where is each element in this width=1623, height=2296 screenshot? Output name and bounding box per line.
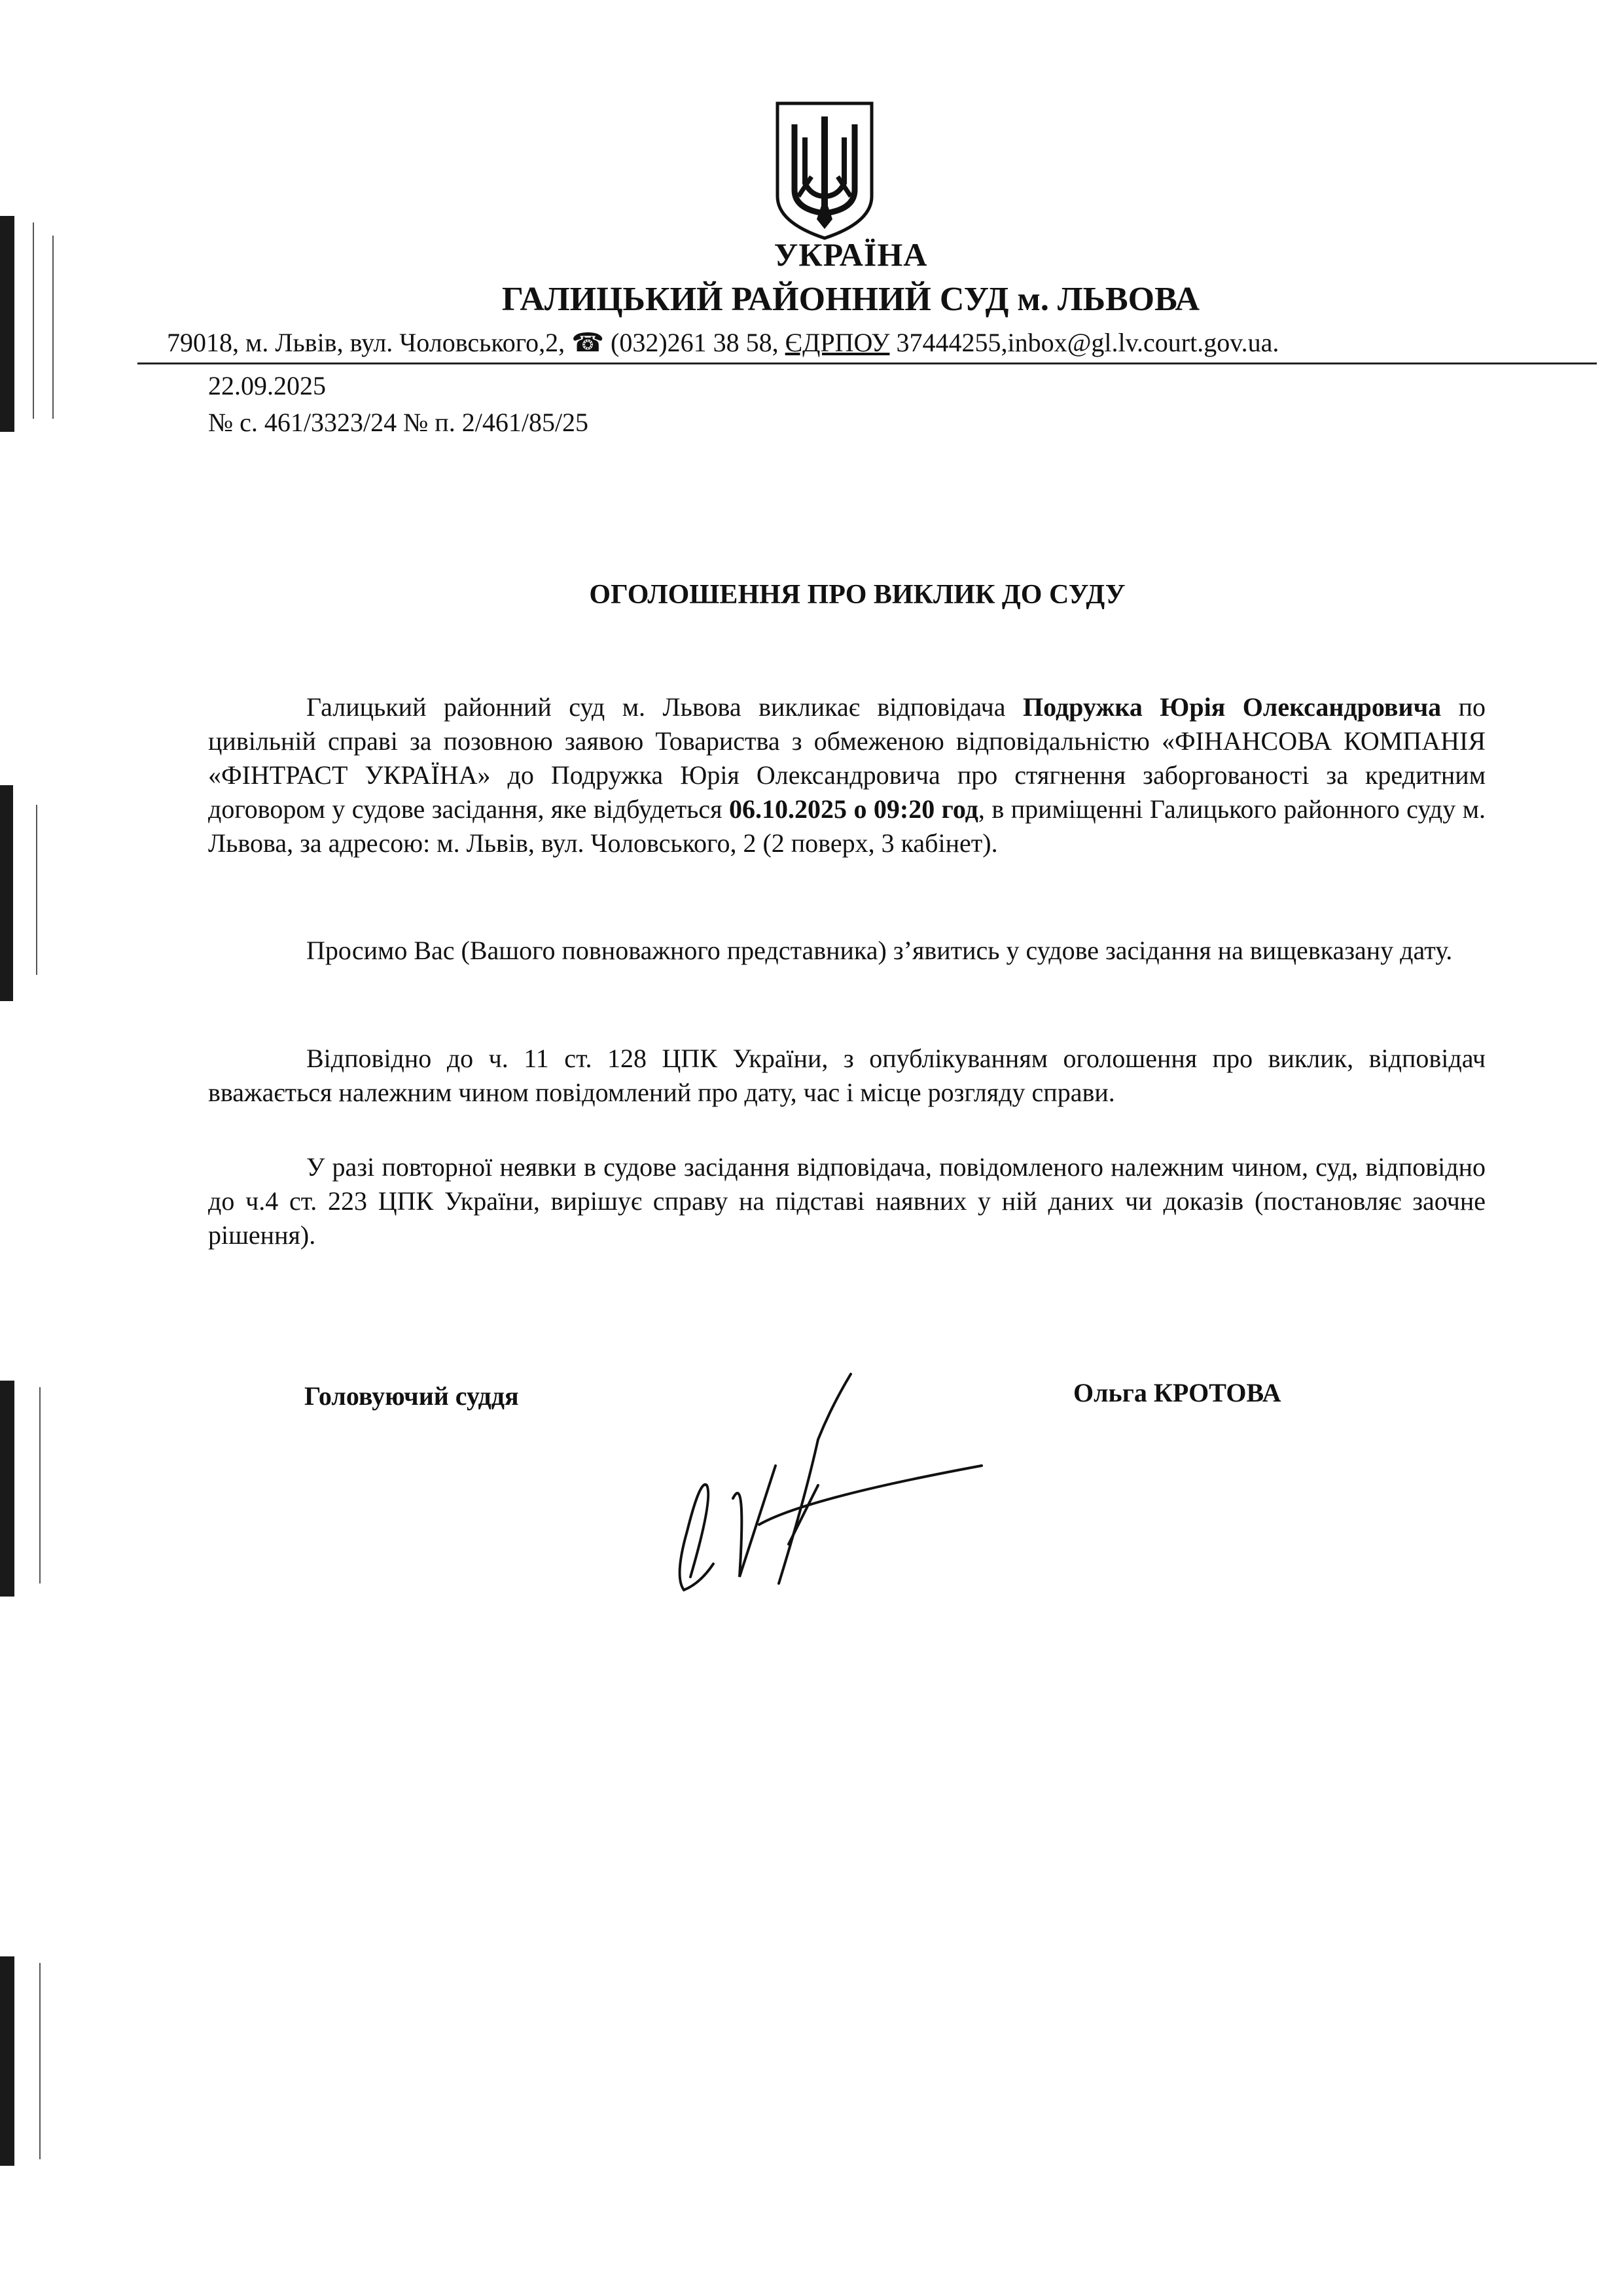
paragraph-summons xyxy=(208,690,1486,860)
signatory-role: Головуючий суддя xyxy=(304,1381,519,1411)
scan-artifact xyxy=(39,1387,41,1583)
scan-artifact xyxy=(0,1381,14,1597)
scan-artifact xyxy=(36,805,37,975)
default-text: У разі повторної неявки в судове засідання відповідача, повідомленого належним чином, суд, відповідно до ч.4 ст. 223 ЦПК України, вирішує справу на підставі наявних у ній даних чи доказів (постановляє заочне рішення). xyxy=(208,1152,1486,1250)
summons-text-end: , в приміщенні Галицького районного суду м. Львова, за адресою: м. Львів, вул. Чоловського, 2 (2 поверх, 3 кабінет). xyxy=(208,794,1486,858)
summons-text-start: Галицький районний суд м. Львова викликає відповідача xyxy=(306,692,1023,722)
paragraph-notice xyxy=(208,1042,1486,1110)
defendant-name: Подружка Юрія Олександровича xyxy=(1022,692,1442,722)
edrpou-email: 37444255,inbox@gl.lv.court.gov.ua. xyxy=(889,328,1279,357)
court-address xyxy=(167,327,1594,358)
phone-icon: ☎ xyxy=(571,328,605,357)
summons-text-middle: по цивільній справі за позовною заявою Товариства з обмеженою відповідальністю «ФІНАНСОВА КОМПАНІЯ «ФІНТРАСТ УКРАЇНА» до Подружка Юрія Олександровича про стягнення заборгованості за кредитним договором у судове засідання, яке відбудеться xyxy=(208,692,1486,824)
scan-artifact xyxy=(0,785,13,1001)
document-date: 22.09.2025 xyxy=(208,371,326,400)
request-text: Просимо Вас (Вашого повноважного представника) з’явитись у судове засідання на вищевказану дату. xyxy=(306,936,1453,965)
header-divider xyxy=(137,362,1597,364)
paragraph-default xyxy=(208,1150,1486,1252)
coat-of-arms-icon xyxy=(772,98,877,242)
phone-number: (032)261 38 58, xyxy=(611,328,779,357)
scan-artifact xyxy=(0,1956,14,2166)
signatory-name: Ольга КРОТОВА xyxy=(1073,1378,1281,1407)
address-text: 79018, м. Львів, вул. Чоловського,2, xyxy=(167,328,572,357)
hearing-datetime: 06.10.2025 о 09:20 год xyxy=(729,794,978,824)
country-heading: УКРАЇНА xyxy=(774,236,928,273)
scan-artifact xyxy=(39,1963,41,2159)
handwritten-signature xyxy=(661,1368,1001,1603)
notice-text: Відповідно до ч. 11 ст. 128 ЦПК України, з опублікуванням оголошення про виклик, відповідач вважається належним чином повідомлений про дату, час і місце розгляду справи. xyxy=(208,1044,1486,1107)
document-title: ОГОЛОШЕННЯ ПРО ВИКЛИК ДО СУДУ xyxy=(589,580,1126,610)
case-numbers: № с. 461/3323/24 № п. 2/461/85/25 xyxy=(208,408,589,437)
paragraph-request xyxy=(208,934,1486,968)
court-name: ГАЛИЦЬКИЙ РАЙОННИЙ СУД м. ЛЬВОВА xyxy=(501,281,1200,318)
edrpou-label: ЄДРПОУ xyxy=(785,328,890,357)
